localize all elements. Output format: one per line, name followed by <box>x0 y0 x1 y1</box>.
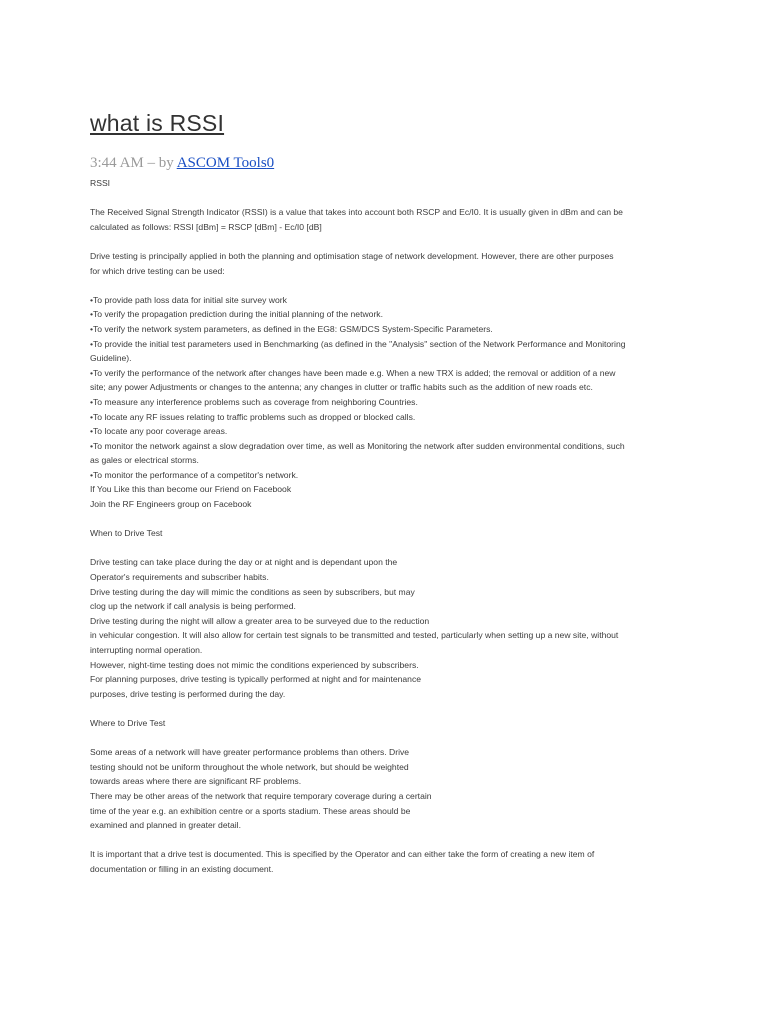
body-line: site; any power Adjustments or changes to the antenna; any changes in clutter or traffic habits such as the addition of new roads etc. <box>90 382 593 393</box>
body-line: •To provide the initial test parameters used in Benchmarking (as defined in the "Analysis" section of the Network Performance and Monitoring <box>90 338 626 349</box>
post-time: 3:44 AM <box>90 155 144 171</box>
body-line: •To measure any interference problems such as coverage from neighboring Countries. <box>90 396 418 407</box>
body-line: •To locate any poor coverage areas. <box>90 426 228 437</box>
body-line: •To monitor the performance of a competitor's network. <box>90 469 299 480</box>
body-line: There may be other areas of the network that require temporary coverage during a certain <box>90 790 432 801</box>
body-line: towards areas where there are significant RF problems. <box>90 776 302 787</box>
body-line: However, night-time testing does not mimic the conditions experienced by subscribers. <box>90 659 419 670</box>
blank-line <box>90 191 690 206</box>
body-line: Guideline). <box>90 353 132 364</box>
body-line: •To verify the propagation prediction during the initial planning of the network. <box>90 309 383 320</box>
body-line: calculated as follows: RSSI [dBm] = RSCP [dBm] - Ec/I0 [dB] <box>90 221 322 232</box>
comment-count-link[interactable]: 0 <box>266 155 275 171</box>
body-line: It is important that a drive test is documented. This is specified by the Operator and can either take the form of creating a new item of <box>90 849 595 860</box>
blank-line <box>90 278 690 293</box>
body-line: Join the RF Engineers group on Facebook <box>90 499 252 510</box>
body-line: time of the year e.g. an exhibition centre or a sports stadium. These areas should be <box>90 805 411 816</box>
body-line: documentation or filling in an existing document. <box>90 863 274 874</box>
body-line: If You Like this than become our Friend on Facebook <box>90 484 292 495</box>
body-line: •To verify the performance of the network after changes have been made e.g. When a new TRX is added; the removal or addition of a new <box>90 367 616 378</box>
body-line: interrupting normal operation. <box>90 645 203 655</box>
body-line: •To verify the network system parameters, as defined in the EG8: GSM/DCS System-Specific Parameters. <box>90 323 493 334</box>
blank-line <box>90 234 690 249</box>
body-line: •To locate any RF issues relating to traffic problems such as dropped or blocked calls. <box>90 411 416 422</box>
body-line: clog up the network if call analysis is being performed. <box>90 601 296 612</box>
body-line: Where to Drive Test <box>90 717 166 728</box>
body-line: Drive testing during the day will mimic the conditions as seen by subscribers, but may <box>90 586 415 597</box>
body-line: purposes, drive testing is performed during the day. <box>90 688 286 699</box>
body-line: as gales or electrical storms. <box>90 455 199 466</box>
blank-line <box>90 833 690 848</box>
post-by: – by <box>143 155 177 171</box>
body-line: Drive testing can take place during the day or at night and is dependant upon the <box>90 557 398 568</box>
body-line: Operator's requirements and subscriber habits. <box>90 572 269 583</box>
blank-line <box>90 731 690 746</box>
body-line: Some areas of a network will have greater performance problems than others. Drive <box>90 747 410 758</box>
author-link[interactable]: ASCOM Tools <box>176 155 267 171</box>
blank-line <box>90 512 690 527</box>
post-title: what is RSSI <box>90 110 225 136</box>
blank-line <box>90 541 690 556</box>
body-line: in vehicular congestion. It will also allow for certain test signals to be transmitted and tested, particularly when setting up a new site, without <box>90 630 619 641</box>
body-line: testing should not be uniform throughout the whole network, but should be weighted <box>90 761 409 772</box>
body-line: Drive testing is principally applied in both the planning and optimisation stage of network development. However, there are other purposes <box>90 250 614 261</box>
blank-line <box>90 701 690 716</box>
body-line: When to Drive Test <box>90 528 163 539</box>
body-line: For planning purposes, drive testing is typically performed at night and for maintenance <box>90 674 422 685</box>
post-meta <box>90 155 274 172</box>
body-line: for which drive testing can be used: <box>90 265 225 276</box>
body-line: •To monitor the network against a slow degradation over time, as well as Monitoring the network after sudden environmental conditions, such <box>90 440 625 451</box>
body-line: •To provide path loss data for initial site survey work <box>90 294 287 305</box>
body-line: examined and planned in greater detail. <box>90 820 241 831</box>
body-line: The Received Signal Strength Indicator (RSSI) is a value that takes into account both RSCP and Ec/I0. It is usually given in dBm and can be <box>90 207 623 218</box>
body-line: RSSI <box>90 178 111 188</box>
body-line: Drive testing during the night will allow a greater area to be surveyed due to the reduction <box>90 615 430 626</box>
post-body <box>90 176 690 877</box>
